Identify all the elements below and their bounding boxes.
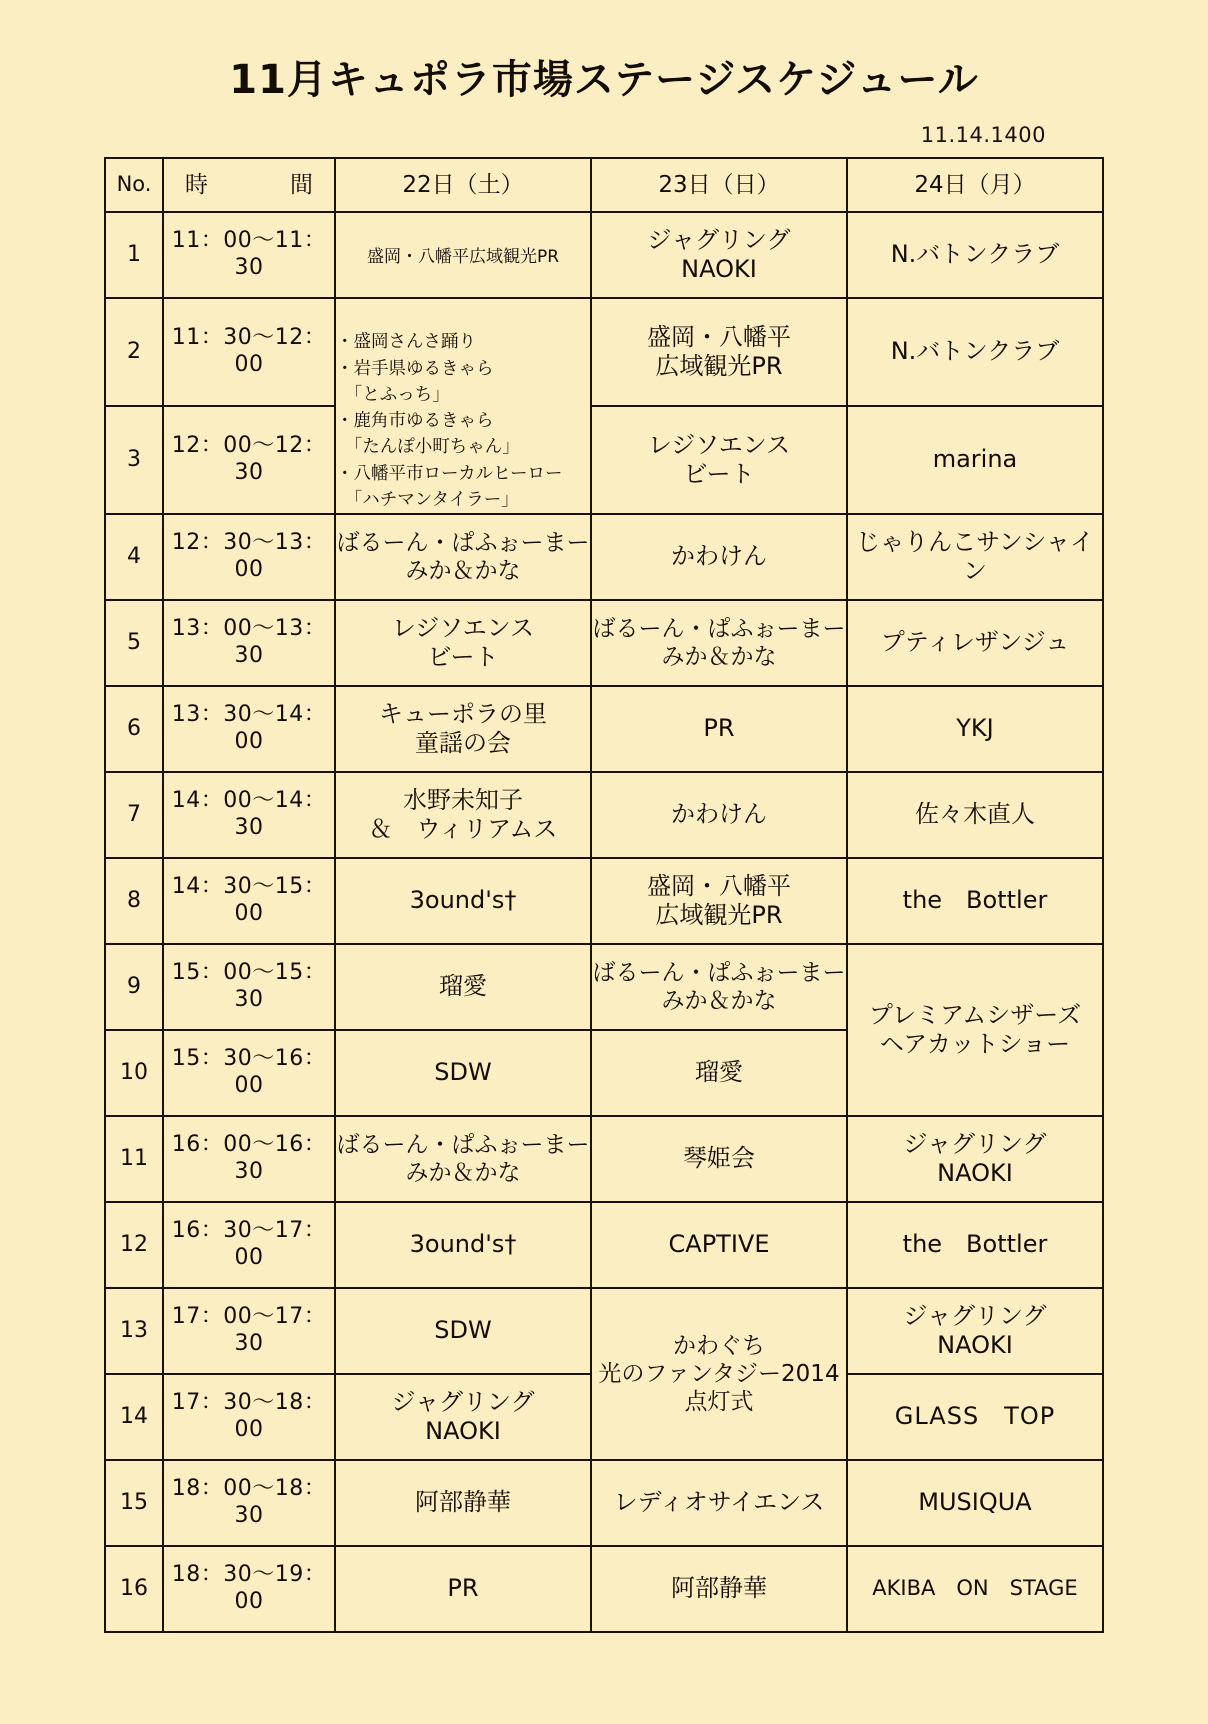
cell-line: 「とふっち」 [336, 384, 450, 405]
cell-day22: 瑠愛 [335, 944, 591, 1030]
cell-text-block [336, 700, 590, 759]
cell-text-block [848, 1302, 1102, 1361]
table-row [105, 944, 1103, 1030]
row-number: 12 [105, 1202, 163, 1288]
cell-text-block [592, 431, 846, 490]
row-time: 11：30〜12：00 [163, 298, 335, 406]
cell-text-block [848, 1130, 1102, 1189]
cell-line: ばるーん・ぱふぉーまー [592, 959, 846, 986]
cell-line: NAOKI [937, 1159, 1013, 1187]
cell-line: みか＆かな [405, 558, 521, 584]
cell-day22: PR [335, 1546, 591, 1632]
row-time: 11：00〜11：30 [163, 212, 335, 298]
row-number: 11 [105, 1116, 163, 1202]
table-row [105, 1288, 1103, 1374]
column-header-day22: 22日（土） [335, 158, 591, 212]
cell-day23: レディオサイエンス [591, 1460, 847, 1546]
cell-day23 [591, 600, 847, 686]
cell-day23: 瑠愛 [591, 1030, 847, 1116]
row-time: 12：00〜12：30 [163, 406, 335, 514]
cell-day22: 阿部静華 [335, 1460, 591, 1546]
cell-line: ばるーん・ぱふぉーまー [336, 1131, 590, 1158]
cell-day24: YKJ [847, 686, 1103, 772]
cell-line: ビート [683, 460, 755, 488]
cell-line: ・岩手県ゆるきゃら [336, 358, 494, 379]
cell-text-block [592, 615, 846, 671]
table-body [105, 212, 1103, 1632]
cell-day24-merged [847, 944, 1103, 1116]
cell-line: キューポラの里 [379, 699, 547, 728]
cell-text-block [592, 959, 846, 1015]
row-time: 17：30〜18：00 [163, 1374, 335, 1460]
cell-day22 [335, 686, 591, 772]
cell-line: ジャグリング [647, 225, 791, 254]
cell-line: かわぐち [673, 1332, 765, 1359]
cell-text-block [336, 1388, 590, 1447]
cell-day22 [335, 1116, 591, 1202]
cell-line: 広域観光PR [655, 901, 783, 929]
cell-day22: SDW [335, 1030, 591, 1116]
table-row [105, 772, 1103, 858]
table-header [105, 158, 1103, 212]
column-header-day23: 23日（日） [591, 158, 847, 212]
cell-day24: じゃりんこサンシャイン [847, 514, 1103, 600]
cell-text-block [336, 529, 590, 585]
cell-day23 [591, 298, 847, 406]
cell-day22: 3ound's† [335, 1202, 591, 1288]
row-time: 15：00〜15：30 [163, 944, 335, 1030]
table-row [105, 600, 1103, 686]
page-title: 11月キュポラ市場ステージスケジュール [229, 57, 979, 103]
cell-line: 盛岡・八幡平広域観光PR [366, 247, 560, 268]
cell-day23-merged [591, 1288, 847, 1460]
cell-text-block [592, 872, 846, 931]
cell-line: NAOKI [937, 1331, 1013, 1359]
cell-line: ・鹿角市ゆるきゃら [336, 411, 494, 431]
row-time: 14：00〜14：30 [163, 772, 335, 858]
table-row [105, 1116, 1103, 1202]
table-row [105, 1460, 1103, 1546]
cell-line: ジャグリング [391, 1387, 535, 1416]
row-time: 18：00〜18：30 [163, 1460, 335, 1546]
cell-line: ジャグリング [903, 1301, 1047, 1330]
column-header-day24: 24日（月） [847, 158, 1103, 212]
row-time: 12：30〜13：00 [163, 514, 335, 600]
row-number: 2 [105, 298, 163, 406]
table-row [105, 858, 1103, 944]
cell-day24: N.バトンクラブ [847, 298, 1103, 406]
cell-line: レジソエンス [391, 613, 535, 642]
row-number: 4 [105, 514, 163, 600]
cell-day22 [335, 772, 591, 858]
cell-day24: MUSIQUA [847, 1460, 1103, 1546]
cell-text-block [336, 786, 590, 845]
cell-day24: N.バトンクラブ [847, 212, 1103, 298]
row-time: 17：00〜17：30 [163, 1288, 335, 1374]
cell-text-block [592, 226, 846, 285]
cell-day23: 琴姫会 [591, 1116, 847, 1202]
cell-line: ・八幡平市ローカルヒーロー [336, 463, 563, 484]
row-number: 15 [105, 1460, 163, 1546]
cell-line: ・盛岡さんさ踊り [336, 332, 476, 353]
cell-day24: AKIBA ON STAGE [847, 1546, 1103, 1632]
cell-line: 「ハチマンタイラー」 [336, 489, 519, 510]
cell-text-block [336, 1131, 590, 1187]
cell-line: 点灯式 [684, 1389, 754, 1416]
cell-day24: プティレザンジュ [847, 600, 1103, 686]
row-time: 14：30〜15：00 [163, 858, 335, 944]
row-time: 16：30〜17：00 [163, 1202, 335, 1288]
cell-day24: the Bottler [847, 1202, 1103, 1288]
cell-line: ビート [427, 643, 499, 671]
cell-day22-merged [335, 298, 591, 514]
cell-text-block [336, 306, 590, 513]
cell-text-block [848, 1001, 1102, 1060]
cell-line: 盛岡・八幡平 [647, 871, 791, 900]
row-number: 5 [105, 600, 163, 686]
cell-line: レジソエンス [647, 430, 791, 459]
table-row [105, 212, 1103, 298]
header-row [105, 158, 1103, 212]
cell-day24 [847, 1116, 1103, 1202]
cell-day24 [847, 1288, 1103, 1374]
row-number: 3 [105, 406, 163, 514]
cell-line: 「たんぽ小町ちゃん」 [336, 437, 520, 458]
table-row [105, 1202, 1103, 1288]
cell-day24: GLASS TOP [847, 1374, 1103, 1460]
cell-day23: かわけん [591, 514, 847, 600]
received-stamp: 11.14.1400 [920, 123, 1046, 147]
cell-day23: かわけん [591, 772, 847, 858]
cell-line: 水野未知子 [403, 785, 523, 814]
cell-day22: 3ound's† [335, 858, 591, 944]
row-time: 13：30〜14：00 [163, 686, 335, 772]
row-number: 14 [105, 1374, 163, 1460]
cell-line: プレミアムシザーズ [868, 1000, 1082, 1029]
cell-line: 盛岡・八幡平 [647, 322, 791, 351]
cell-line: ジャグリング [903, 1129, 1047, 1158]
cell-line: 光のファンタジー2014 [598, 1360, 840, 1387]
cell-line: 童謡の会 [415, 729, 511, 757]
table-row [105, 406, 1103, 514]
row-number: 1 [105, 212, 163, 298]
cell-line: みか＆かな [405, 1160, 521, 1186]
cell-line: みか＆かな [661, 988, 777, 1014]
row-number: 7 [105, 772, 163, 858]
cell-day23: 阿部静華 [591, 1546, 847, 1632]
cell-line: NAOKI [681, 255, 757, 283]
row-time: 15：30〜16：00 [163, 1030, 335, 1116]
cell-line: ばるーん・ぱふぉーまー [336, 529, 590, 556]
cell-line: 広域観光PR [655, 352, 783, 380]
row-number: 8 [105, 858, 163, 944]
row-time: 18：30〜19：00 [163, 1546, 335, 1632]
cell-day24: 佐々木直人 [847, 772, 1103, 858]
cell-day23: PR [591, 686, 847, 772]
cell-day22 [335, 600, 591, 686]
column-header-time: 時 間 [163, 158, 335, 212]
column-header-no: No. [105, 158, 163, 212]
table-row [105, 686, 1103, 772]
schedule-table [104, 157, 1104, 1633]
cell-day23 [591, 406, 847, 514]
cell-line: ＆ ウィリアムス [368, 815, 558, 843]
row-number: 10 [105, 1030, 163, 1116]
row-number: 16 [105, 1546, 163, 1632]
cell-line: ばるーん・ぱふぉーまー [592, 615, 846, 642]
cell-day22 [335, 1374, 591, 1460]
cell-day23: CAPTIVE [591, 1202, 847, 1288]
cell-day22 [335, 514, 591, 600]
cell-line: みか＆かな [661, 644, 777, 670]
table-row [105, 298, 1103, 406]
cell-day23 [591, 212, 847, 298]
row-number: 9 [105, 944, 163, 1030]
row-number: 6 [105, 686, 163, 772]
table-row [105, 1546, 1103, 1632]
row-time: 13：00〜13：30 [163, 600, 335, 686]
cell-day22 [335, 212, 591, 298]
table-row [105, 514, 1103, 600]
cell-line: NAOKI [425, 1417, 501, 1445]
cell-day22: SDW [335, 1288, 591, 1374]
cell-text-block [336, 614, 590, 673]
row-time: 16：00〜16：30 [163, 1116, 335, 1202]
cell-day23 [591, 944, 847, 1030]
cell-day24: the Bottler [847, 858, 1103, 944]
row-number: 13 [105, 1288, 163, 1374]
cell-text-block [592, 323, 846, 382]
cell-line: ヘアカットショー [879, 1030, 1071, 1058]
cell-text-block [592, 1332, 846, 1416]
cell-day24: marina [847, 406, 1103, 514]
cell-day23 [591, 858, 847, 944]
